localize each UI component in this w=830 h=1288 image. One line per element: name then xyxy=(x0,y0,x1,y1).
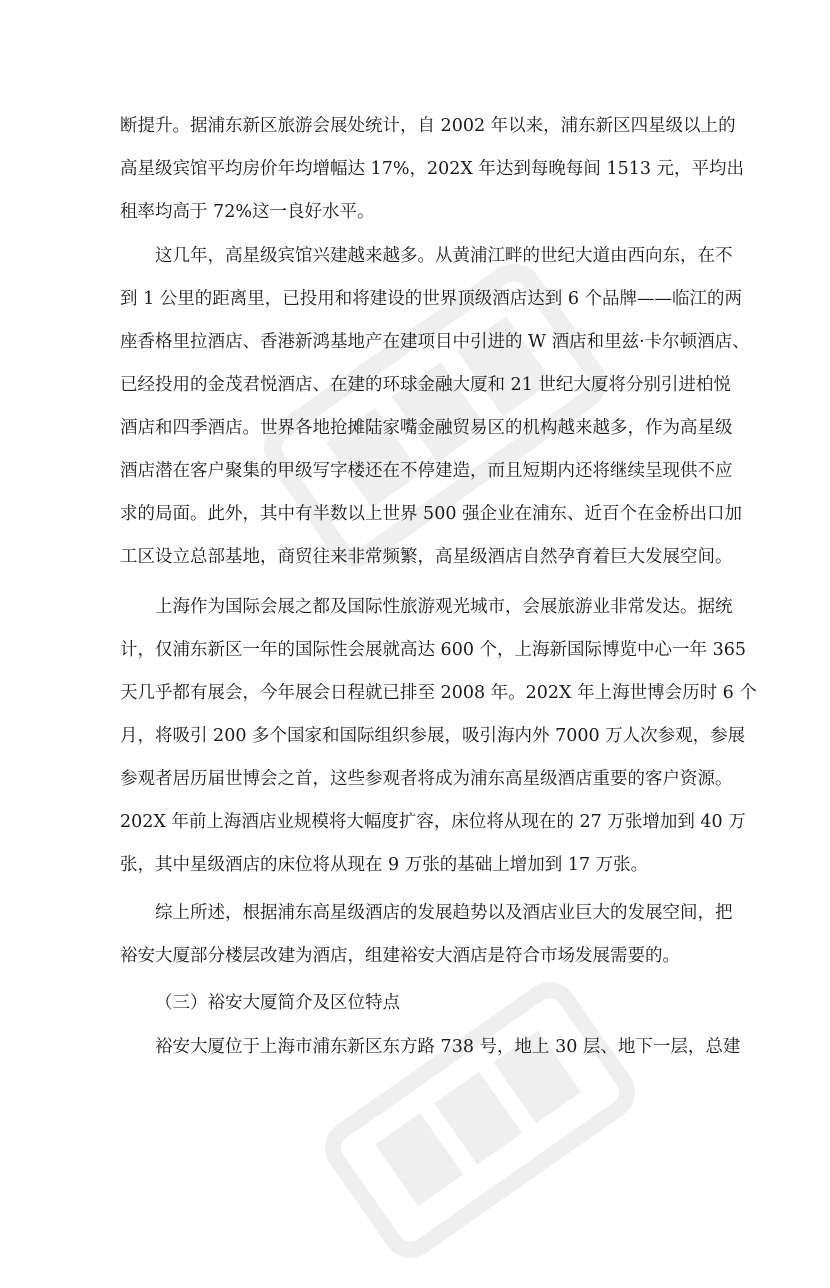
section-heading: （三）裕安大厦简介及区位特点 xyxy=(155,993,400,1013)
paragraph-line: 计，仅浦东新区一年的国际性会展就高达 600 个，上海新国际博览中心一年 365 xyxy=(120,640,746,660)
paragraph-line: 求的局面。此外，其中有半数以上世界 500 强企业在浦东、近百个在金桥出口加 xyxy=(120,504,743,524)
paragraph-line: 月，将吸引 200 多个国家和国际组织参展，吸引海内外 7000 万人次参观，参展 xyxy=(120,726,746,746)
paragraph-line: 座香格里拉酒店、香港新鸿基地产在建项目中引进的 W 酒店和里兹·卡尔顿酒店、 xyxy=(120,332,750,352)
paragraph-line: 参观者居历届世博会之首，这些参观者将成为浦东高星级酒店重要的客户资源。 xyxy=(120,769,733,789)
paragraph-line: 天几乎都有展会，今年展会日程就已排至 2008 年。202X 年上海世博会历时 6 个 xyxy=(120,683,757,703)
paragraph-line: 工区设立总部基地，商贸往来非常频繁，高星级酒店自然孕育着巨大发展空间。 xyxy=(120,547,733,567)
paragraph-line: 租率均高于 72%这一良好水平。 xyxy=(120,202,375,222)
paragraph-line: 断提升。据浦东新区旅游会展处统计，自 2002 年以来，浦东新区四星级以上的 xyxy=(120,116,736,136)
paragraph-line: 裕安大厦部分楼层改建为酒店，组建裕安大酒店是符合市场发展需要的。 xyxy=(120,946,680,966)
paragraph-line: 高星级宾馆平均房价年均增幅达 17%，202X 年达到每晚每间 1513 元，平均出 xyxy=(120,159,745,179)
paragraph-line: 已经投用的金茂君悦酒店、在建的环球金融大厦和 21 世纪大厦将分别引进柏悦 xyxy=(120,375,731,395)
paragraph-line: 上海作为国际会展之都及国际性旅游观光城市，会展旅游业非常发达。据统 xyxy=(155,597,733,617)
paragraph-line: 到 1 公里的距离里，已投用和将建设的世界顶级酒店达到 6 个品牌——临江的两 xyxy=(120,289,743,309)
paragraph-line: 202X 年前上海酒店业规模将大幅度扩容，床位将从现在的 27 万张增加到 40 万 xyxy=(120,812,746,832)
paragraph-line: 这几年，高星级宾馆兴建越来越多。从黄浦江畔的世纪大道由西向东，在不 xyxy=(155,246,733,266)
paragraph-line: 张，其中星级酒店的床位将从现在 9 万张的基础上增加到 17 万张。 xyxy=(120,855,649,875)
paragraph-line: 酒店和四季酒店。世界各地抢摊陆家嘴金融贸易区的机构越来越多，作为高星级 xyxy=(120,418,733,438)
paragraph-line: 综上所述，根据浦东高星级酒店的发展趋势以及酒店业巨大的发展空间，把 xyxy=(155,903,733,923)
paragraph-line: 裕安大厦位于上海市浦东新区东方路 738 号，地上 30 层、地下一层，总建 xyxy=(155,1037,741,1057)
paragraph-line: 酒店潜在客户聚集的甲级写字楼还在不停建造，而且短期内还将继续呈现供不应 xyxy=(120,461,733,481)
